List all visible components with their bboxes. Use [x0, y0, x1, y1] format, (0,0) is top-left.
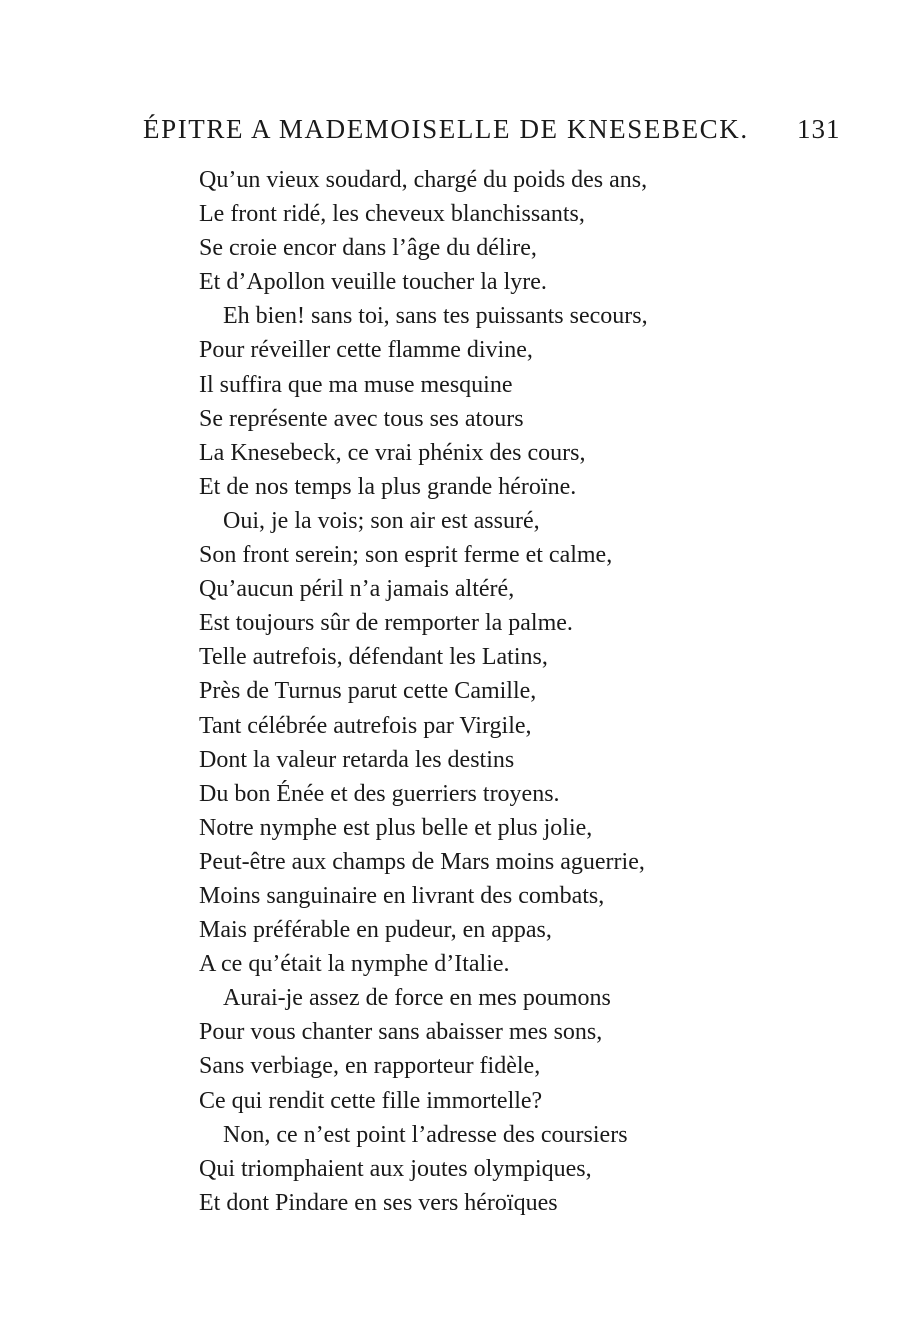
- verse-line: Et dont Pindare en ses vers héroïques: [199, 1189, 558, 1216]
- verse-line: Se représente avec tous ses atours: [199, 405, 524, 432]
- verse-line: Et d’Apollon veuille toucher la lyre.: [199, 269, 547, 296]
- poem-verses: [199, 163, 839, 1220]
- verse-line: Telle autrefois, défendant les Latins,: [199, 644, 548, 671]
- verse-line: Tant célébrée autrefois par Virgile,: [199, 712, 532, 739]
- verse-line: Moins sanguinaire en livrant des combats,: [199, 882, 605, 909]
- verse-line: Et de nos temps la plus grande héroïne.: [199, 473, 577, 500]
- verse-line: Près de Turnus parut cette Camille,: [199, 678, 537, 705]
- verse-line: A ce qu’était la nymphe d’Italie.: [199, 951, 510, 978]
- verse-line: Est toujours sûr de remporter la palme.: [199, 610, 573, 637]
- verse-line: Qu’un vieux soudard, chargé du poids des ans,: [199, 167, 648, 193]
- page-number: 131: [797, 114, 841, 144]
- verse-line: Non, ce n’est point l’adresse des coursiers: [223, 1121, 628, 1148]
- verse-line: Pour réveiller cette flamme divine,: [199, 337, 533, 364]
- verse-line: Son front serein; son esprit ferme et calme,: [199, 542, 613, 569]
- verse-line: Ce qui rendit cette fille immortelle?: [199, 1087, 543, 1114]
- verse-line: La Knesebeck, ce vrai phénix des cours,: [199, 439, 586, 466]
- verse-line: Se croie encor dans l’âge du délire,: [199, 235, 537, 262]
- verse-line: Aurai-je assez de force en mes poumons: [223, 985, 611, 1012]
- verse-line: Du bon Énée et des guerriers troyens.: [199, 780, 560, 807]
- verse-line: Qu’aucun péril n’a jamais altéré,: [199, 576, 515, 603]
- verse-line: Le front ridé, les cheveux blanchissants,: [199, 201, 585, 228]
- verse-line: Pour vous chanter sans abaisser mes sons,: [199, 1019, 603, 1046]
- running-title: ÉPITRE A MADEMOISELLE DE KNESEBECK.: [143, 114, 749, 144]
- verse-line: Mais préférable en pudeur, en appas,: [199, 917, 552, 944]
- verse-line: Peut-être aux champs de Mars moins aguerrie,: [199, 848, 645, 875]
- verse-line: Sans verbiage, en rapporteur fidèle,: [199, 1053, 541, 1080]
- verse-line: Oui, je la vois; son air est assuré,: [223, 507, 540, 534]
- running-head: [0, 114, 900, 154]
- verse-line: Dont la valeur retarda les destins: [199, 746, 515, 773]
- verse-line: Eh bien! sans toi, sans tes puissants secours,: [223, 303, 648, 330]
- verse-line: Qui triomphaient aux joutes olympiques,: [199, 1155, 592, 1182]
- verse-line: Notre nymphe est plus belle et plus jolie,: [199, 814, 593, 841]
- verse-line: Il suffira que ma muse mesquine: [199, 371, 513, 398]
